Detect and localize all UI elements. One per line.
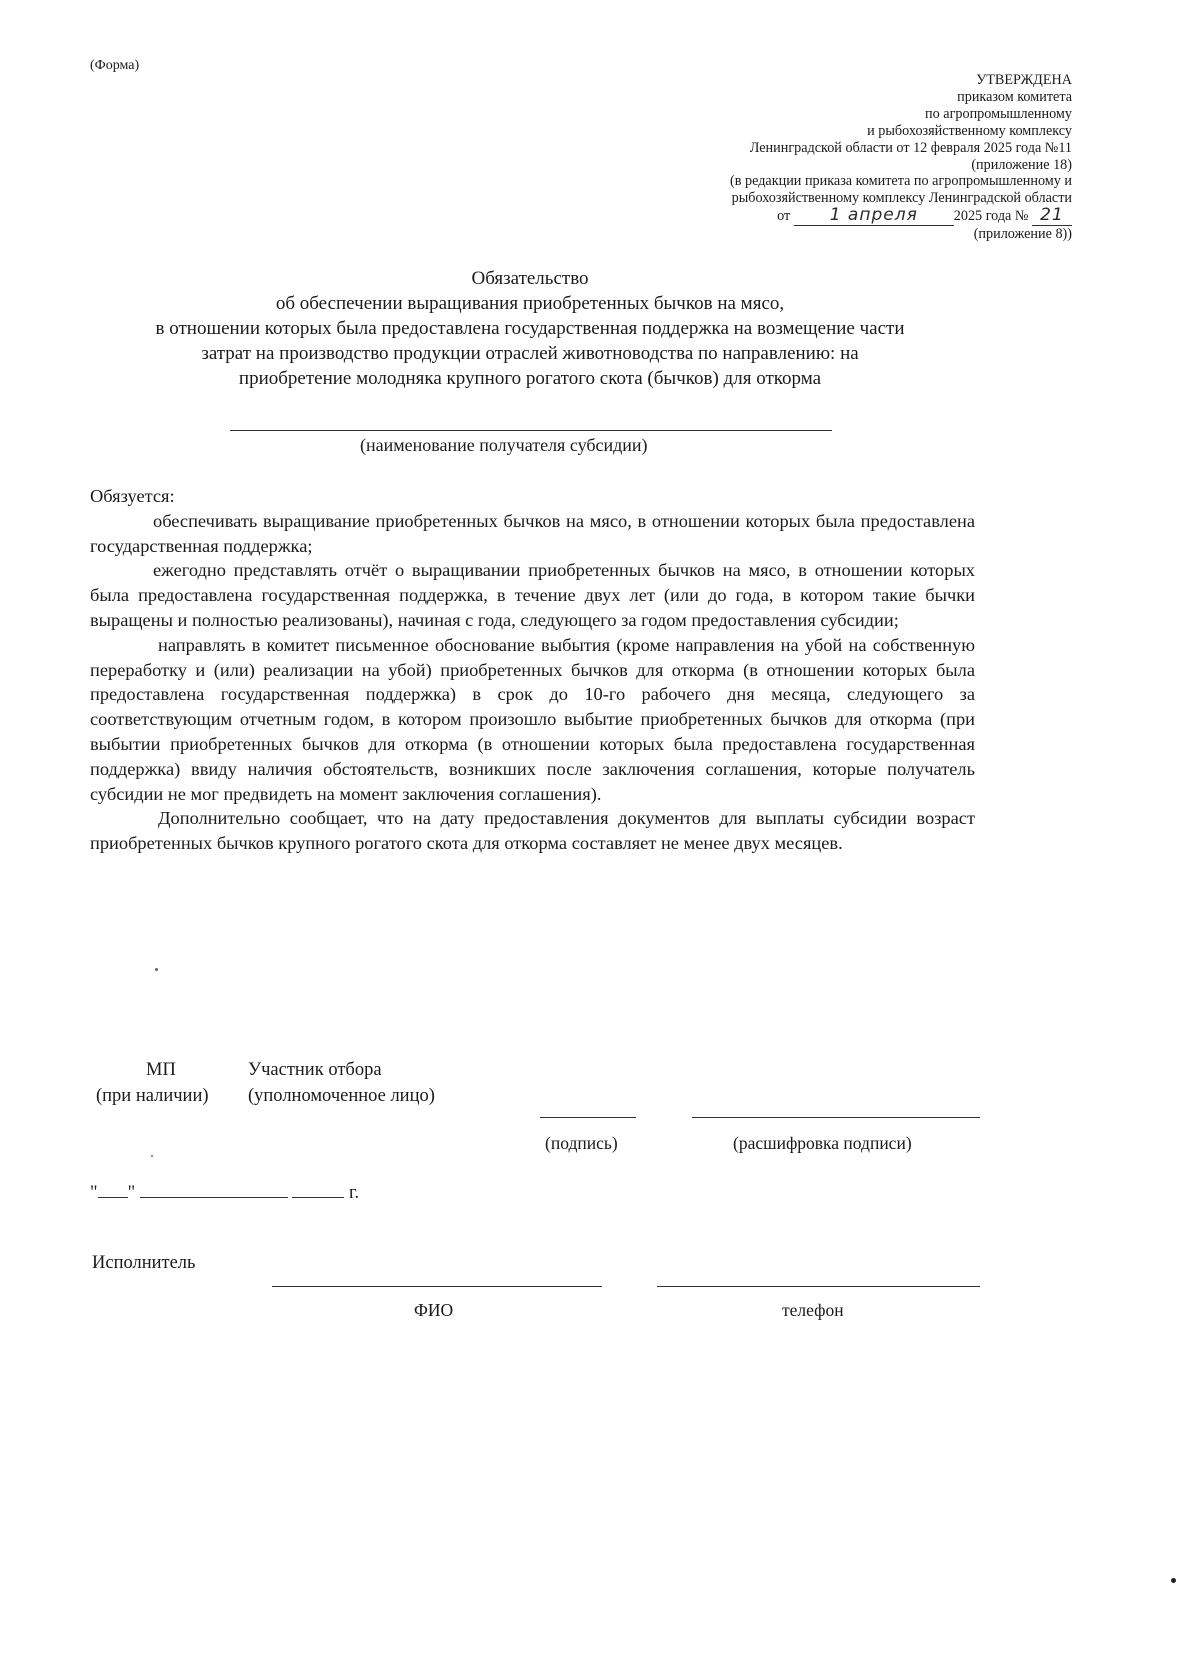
- approval-appendix: (приложение 8)): [973, 226, 1072, 243]
- fio-caption: ФИО: [414, 1300, 454, 1320]
- handwritten-number: 21: [1040, 205, 1064, 226]
- day-field: [98, 1197, 128, 1198]
- scan-speck: [155, 968, 158, 971]
- recipient-caption: (наименование получателя субсидии): [360, 435, 648, 455]
- obligations-heading: Обязуется:: [90, 486, 175, 506]
- form-label: (Форма): [90, 58, 140, 73]
- date-quote-open: ": [90, 1183, 98, 1203]
- participant-label: Участник отбора: [248, 1060, 382, 1080]
- obligation-paragraph: ежегодно представлять отчёт о выращивании приобретенных бычков на мясо, в отношении которых была предоставлена государственная поддержка, в течение двух лет (или до года, в котором такие бычки выращены и полностью реализованы), начиная с года, следующего за годом предоставления субсидии;: [90, 560, 975, 630]
- approval-line: Ленинградской области от 12 февраля 2025 года №11: [749, 139, 1072, 156]
- approval-line: и рыбохозяйственному комплексу: [867, 122, 1072, 139]
- month-field: [140, 1197, 288, 1198]
- mp-note: (при наличии): [96, 1086, 209, 1106]
- approval-line: (в редакции приказа комитета по агропромышленному и: [730, 173, 1072, 190]
- year-field: [292, 1197, 344, 1198]
- recipient-name-line: [230, 430, 832, 431]
- mp-label: МП: [146, 1060, 176, 1080]
- approval-stamp: [652, 72, 1072, 243]
- title-line: об обеспечении выращивания приобретенных бычков на мясо,: [275, 293, 785, 314]
- obligation-paragraph: направлять в комитет письменное обоснование выбытия (кроме направления на убой на собственную переработку и (или) реализации на убой) приобретенных бычков для откорма (в отношении которых была предоставлена государственная поддержка) в срок до 10-го рабочего дня месяца, следующего за соответствующим отчетным годом, в котором произошло выбытие приобретенных бычков для откорма (при выбытии приобретенных бычков для откорма (в отношении которых была предоставлена государственная поддержка) ввиду наличия обстоятельств, возникших после заключения соглашения, которые получатель субсидии не мог предвидеть на момент заключения соглашения).: [90, 634, 975, 804]
- signature-caption: (подпись): [545, 1133, 618, 1153]
- additional-statement: Дополнительно сообщает, что на дату предоставления документов для выплаты субсидии возраст приобретенных бычков крупного рогатого скота для откорма составляет не менее двух месяцев.: [90, 808, 975, 854]
- approval-date-line: [652, 207, 1072, 226]
- year-text: 2025 года: [953, 208, 1012, 225]
- approval-line: рыбохозяйственному комплексу Ленинградской области: [731, 190, 1072, 207]
- date-quote-close: ": [127, 1183, 136, 1203]
- executor-fio-line: [272, 1286, 602, 1287]
- handwritten-date: 1 апреля: [829, 205, 918, 226]
- title-line: в отношении которых была предоставлена государственная поддержка на возмещение части: [155, 318, 905, 339]
- obligations-body: [90, 484, 975, 856]
- executor-label: Исполнитель: [92, 1253, 196, 1273]
- year-suffix: г.: [349, 1183, 360, 1203]
- handwritten-date-field: [794, 207, 954, 226]
- handwritten-number-field: [1032, 207, 1072, 226]
- obligation-paragraph: обеспечивать выращивание приобретенных бычков на мясо, в отношении которых была предоставлена государственная поддержка;: [90, 510, 975, 556]
- scan-speck: [151, 1155, 153, 1157]
- signature-decode-line: [692, 1117, 980, 1118]
- approval-line: приказом комитета: [957, 88, 1072, 105]
- date-prefix: от: [777, 208, 791, 225]
- date-line: [90, 1183, 359, 1204]
- title-line: затрат на производство продукции отраслей животноводства по направлению: на: [201, 343, 859, 364]
- approval-line: УТВЕРЖДЕНА: [976, 72, 1072, 88]
- scan-speck: [1171, 1578, 1176, 1583]
- document-title: [90, 266, 970, 391]
- executor-phone-line: [657, 1286, 980, 1287]
- title-line: Обязательство: [471, 268, 589, 289]
- number-sign: №: [1014, 208, 1029, 225]
- phone-caption: телефон: [782, 1300, 844, 1320]
- approval-line: по агропромышленному: [925, 105, 1072, 122]
- signature-decode-caption: (расшифровка подписи): [733, 1133, 912, 1153]
- approval-line: (приложение 18): [971, 156, 1072, 173]
- participant-note: (уполномоченное лицо): [248, 1086, 435, 1106]
- title-line: приобретение молодняка крупного рогатого скота (бычков) для откорма: [238, 368, 822, 389]
- signature-line: [540, 1117, 636, 1118]
